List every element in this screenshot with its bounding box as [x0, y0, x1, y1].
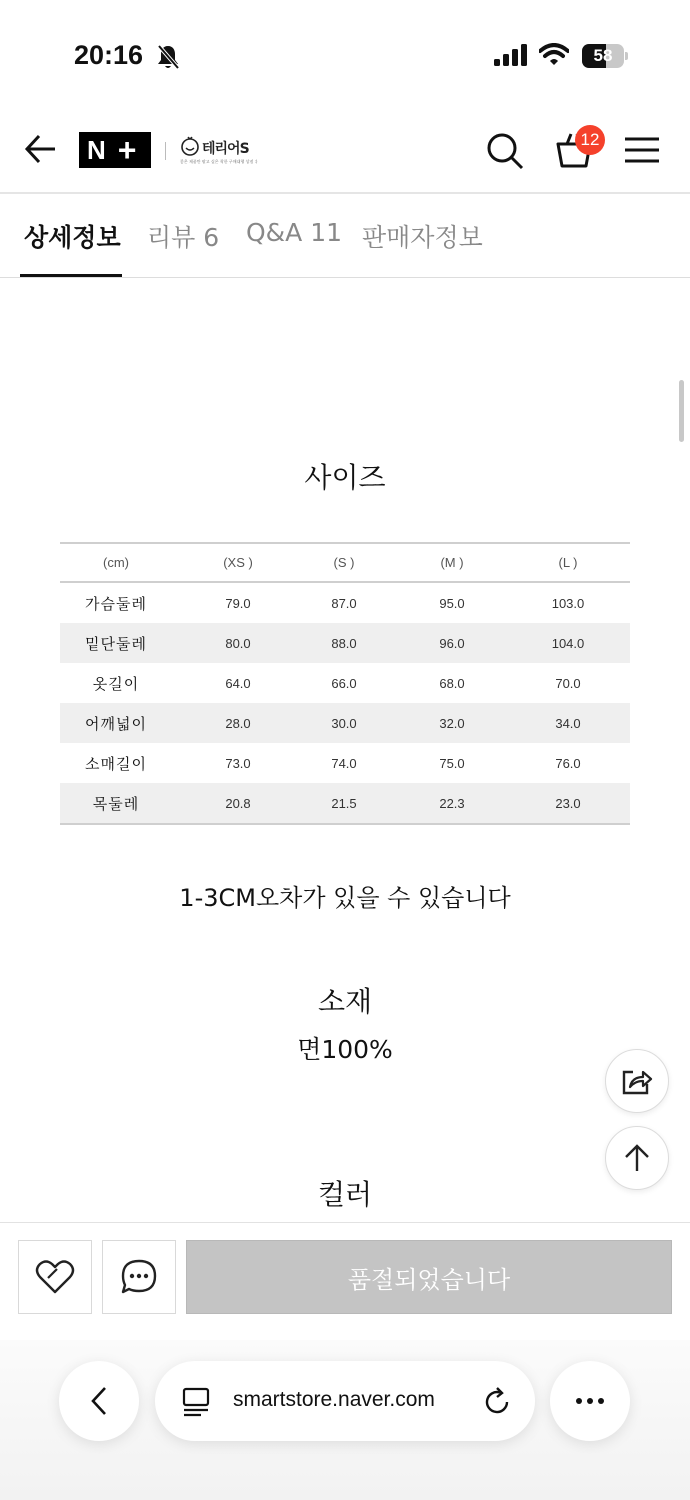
reload-icon[interactable]	[483, 1387, 513, 1417]
header-m: (M )	[440, 555, 464, 570]
header-divider	[165, 142, 166, 160]
table-cell: 88.0	[331, 635, 357, 651]
table-row	[60, 783, 630, 823]
tab-reviews[interactable]: 리뷰 6	[147, 223, 220, 252]
table-cell: 80.0	[225, 635, 251, 651]
battery-icon	[582, 44, 628, 68]
table-cell: 30.0	[331, 715, 357, 731]
tabs-divider-line	[0, 277, 690, 278]
table-cell: 73.0	[225, 755, 251, 771]
row-label: 목둘레	[92, 794, 140, 813]
color-section-title: 컬러	[317, 1178, 373, 1211]
table-cell: 96.0	[439, 635, 465, 651]
size-table	[60, 542, 630, 825]
table-cell: 32.0	[439, 715, 465, 731]
table-cell: 68.0	[439, 675, 465, 691]
row-label: 밑단둘레	[85, 634, 147, 653]
row-label: 어깨넓이	[85, 714, 147, 733]
share-button[interactable]	[605, 1049, 669, 1113]
table-row	[60, 583, 630, 623]
browser-more-button[interactable]	[550, 1361, 630, 1441]
search-icon[interactable]	[486, 132, 524, 170]
browser-back-button[interactable]	[59, 1361, 139, 1441]
table-cell: 28.0	[225, 715, 251, 731]
table-cell: 66.0	[331, 675, 357, 691]
tab-seller-info[interactable]: 판매자정보	[362, 223, 483, 252]
logo-n: N	[87, 134, 106, 165]
signal-icon	[494, 44, 528, 66]
table-cell: 20.8	[225, 795, 251, 811]
table-cell: 70.0	[555, 675, 581, 691]
store-mascot-icon	[180, 136, 200, 156]
store-slogan: 좋은 제품만 팔고 싶은 착한 구매대행 상점 :)	[180, 159, 258, 164]
row-label: 가슴둘레	[85, 594, 147, 613]
tab-detail[interactable]: 상세정보	[24, 223, 121, 252]
talk-chat-button[interactable]	[102, 1240, 176, 1314]
header-unit: (cm)	[103, 555, 129, 570]
reader-mode-icon	[181, 1387, 211, 1417]
store-brand-name: 테리어S	[202, 141, 249, 157]
header-xs: (XS )	[223, 555, 253, 570]
header-s: (S )	[333, 555, 355, 570]
table-cell: 87.0	[331, 595, 357, 611]
product-tabs	[0, 194, 690, 278]
size-section-title: 사이즈	[304, 461, 386, 494]
material-value: 면100%	[297, 1035, 393, 1064]
address-bar[interactable]	[155, 1361, 535, 1441]
battery-percent: 58	[593, 46, 613, 65]
table-cell: 64.0	[225, 675, 251, 691]
scroll-top-button[interactable]	[605, 1126, 669, 1190]
soldout-button[interactable]: 품절되었습니다	[186, 1240, 672, 1314]
share-icon	[621, 1066, 653, 1096]
table-row	[60, 703, 630, 743]
table-cell: 76.0	[555, 755, 581, 771]
table-cell: 75.0	[439, 755, 465, 771]
logo-plus: +	[117, 131, 137, 168]
wifi-icon	[539, 43, 569, 67]
status-bar	[0, 0, 690, 110]
header-l: (L )	[558, 555, 578, 570]
table-cell: 22.3	[439, 795, 465, 811]
table-cell: 23.0	[555, 795, 581, 811]
chevron-left-icon	[90, 1386, 108, 1416]
more-dots-icon	[575, 1397, 605, 1405]
row-label: 소매길이	[85, 754, 147, 773]
chat-bubble-icon	[120, 1258, 158, 1296]
table-cell: 103.0	[551, 595, 585, 611]
tolerance-note: 1-3CM오차가 있을 수 있습니다	[179, 884, 511, 912]
hamburger-menu-icon[interactable]	[624, 136, 660, 164]
table-cell: 79.0	[225, 595, 251, 611]
table-cell: 104.0	[551, 635, 585, 651]
arrow-up-icon	[624, 1143, 650, 1173]
size-table-header	[60, 544, 630, 583]
naver-plus-logo[interactable]	[79, 132, 151, 168]
back-arrow-icon[interactable]	[24, 132, 58, 166]
cart-count-badge: 12	[575, 125, 605, 155]
store-logo[interactable]	[180, 132, 270, 168]
bell-muted-icon	[156, 44, 180, 70]
heart-icon	[35, 1259, 75, 1295]
material-section-title: 소재	[317, 985, 373, 1018]
table-cell: 95.0	[439, 595, 465, 611]
row-label: 옷길이	[92, 674, 140, 693]
table-row	[60, 663, 630, 703]
url-text: smartstore.naver.com	[233, 1388, 435, 1411]
scrollbar[interactable]	[679, 380, 684, 442]
tab-qna[interactable]: Q&A 11	[246, 218, 343, 247]
table-cell: 21.5	[331, 795, 357, 811]
table-row	[60, 623, 630, 663]
table-row	[60, 743, 630, 783]
table-cell: 74.0	[331, 755, 357, 771]
wishlist-button[interactable]	[18, 1240, 92, 1314]
browser-toolbar	[0, 1340, 690, 1500]
table-cell: 34.0	[555, 715, 581, 731]
status-time: 20:16	[74, 40, 144, 70]
